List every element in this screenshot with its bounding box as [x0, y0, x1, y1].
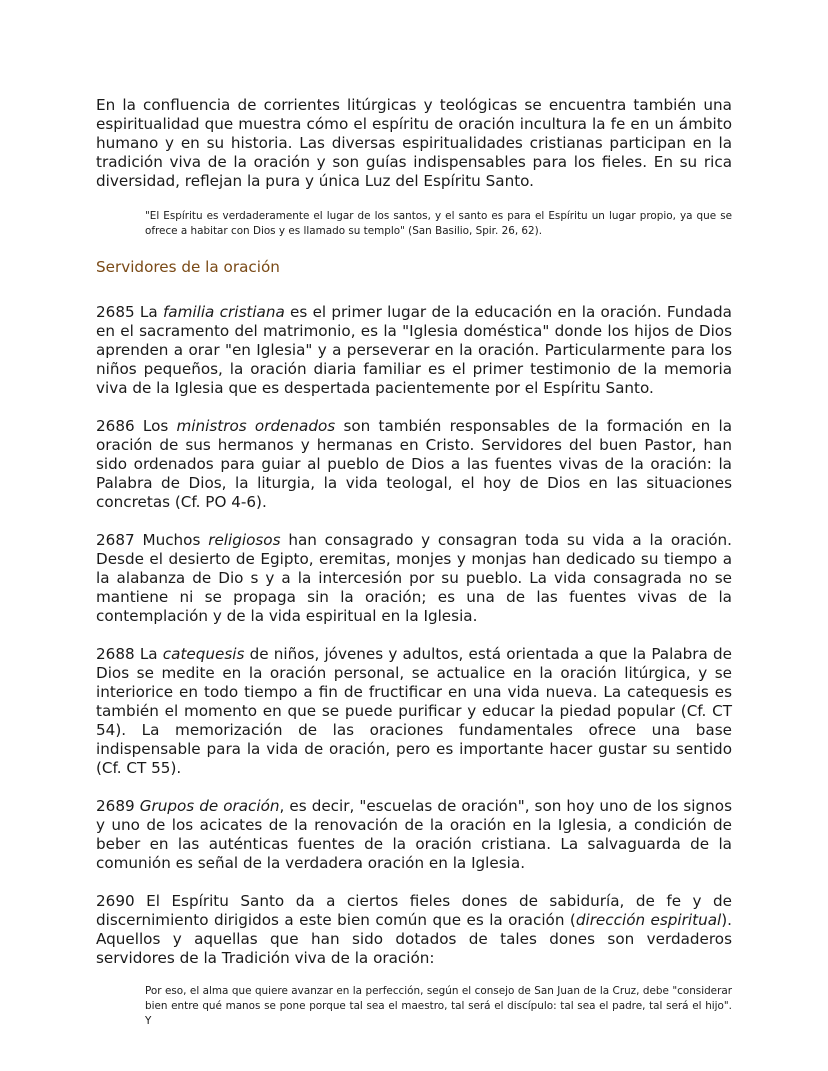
paragraph-emphasis: ministros ordenados	[176, 417, 336, 435]
paragraph-number: 2689	[96, 797, 135, 815]
paragraph-number: 2688	[96, 645, 135, 663]
paragraph-emphasis: familia cristiana	[162, 303, 285, 321]
san-juan-quote: Por eso, el alma que quiere avanzar en la perfección, según el consejo de San Juan de la Cruz, debe "considerar bien entre qué manos se pone porque tal sea el maestro, tal será el discípulo: tal sea el padre, tal será el hijo". Y	[145, 985, 732, 1027]
paragraph-number: 2685	[96, 303, 135, 321]
paragraph-text-pre: La	[134, 645, 163, 663]
paragraph-emphasis: religiosos	[208, 531, 281, 549]
paragraph-text-post: de niños, jóvenes y adultos, está orientada a que la Palabra de Dios se medite en la oración personal, se actualice en la oración litúrgica, y se interiorice en todo tiempo a fin de fructificar en una vida nueva. La catequesis es también el momento en que se puede purificar y educar la piedad popular (Cf. CT 54). La memorización de las oraciones fundamentales ofrece una base indispensable para la vida de oración, pero es importante hacer gustar su sentido (Cf. CT 55).	[96, 645, 732, 777]
paragraph-text-post: ). Aquellos y aquellas que han sido dotados de tales dones son verdaderos servidores de la Tradición viva de la oración:	[96, 911, 732, 967]
paragraph-2688	[96, 645, 732, 778]
basil-quote: "El Espíritu es verdaderamente el lugar de los santos, y el santo es para el Espíritu un lugar propio, ya que se ofrece a habitar con Dios y es llamado su templo" (San Basilio, Spir. 26, 62).	[145, 210, 732, 237]
paragraph-emphasis: catequesis	[162, 645, 245, 663]
paragraph-text-post: han consagrado y consagran toda su vida a la oración. Desde el desierto de Egipto, eremitas, monjes y monjas han dedicado su tiempo a la alabanza de Dio s y a la intercesión por su pueblo. La vida consagrada no se mantiene ni se propaga sin la oración; es una de las fuentes vivas de la contemplación y de la vida espiritual en la Iglesia.	[96, 531, 732, 625]
paragraph-text-pre: La	[134, 303, 163, 321]
paragraph-emphasis: dirección espiritual	[575, 911, 722, 929]
paragraph-text-post: son también responsables de la formación en la oración de sus hermanos y hermanas en Cristo. Servidores del buen Pastor, han sido ordenados para guiar al pueblo de Dios a las fuentes vivas de la oración: la Palabra de Dios, la liturgia, la vida teologal, el hoy de Dios en las situaciones concretas (Cf. PO 4-6).	[96, 417, 732, 511]
paragraph-text-pre: Los	[134, 417, 177, 435]
paragraph-emphasis: Grupos de oración	[139, 797, 280, 815]
paragraph-number: 2687	[96, 531, 135, 549]
intro-paragraph: En la confluencia de corrientes litúrgicas y teológicas se encuentra también una espiritualidad que muestra cómo el espíritu de oración incultura la fe en un ámbito humano y en su historia. Las diversas espiritualidades cristianas participan en la tradición viva de la oración y son guías indispensables para los fieles. En su rica diversidad, reflejan la pura y única Luz del Espíritu Santo.	[96, 96, 732, 190]
paragraph-text-pre: El Espíritu Santo da a ciertos fieles dones de sabiduría, de fe y de discernimiento dirigidos a este bien común que es la oración (	[96, 892, 732, 929]
paragraph-text-pre: Muchos	[134, 531, 209, 549]
paragraph-number: 2690	[96, 892, 135, 910]
paragraph-text-post: es el primer lugar de la educación en la oración. Fundada en el sacramento del matrimonio, es la "Iglesia doméstica" donde los hijos de Dios aprenden a orar "en Iglesia" y a perseverar en la oración. Particularmente para los niños pequeños, la oración diaria familiar es el primer testimonio de la memoria viva de la Iglesia que es despertada pacientemente por el Espíritu Santo.	[96, 303, 732, 397]
paragraph-2690	[96, 892, 732, 968]
section-heading: Servidores de la oración	[96, 258, 280, 276]
paragraph-2686	[96, 417, 732, 512]
paragraph-2689	[96, 797, 732, 873]
paragraph-text-post: , es decir, "escuelas de oración", son hoy uno de los signos y uno de los acicates de la renovación de la oración en la Iglesia, a condición de beber en las auténticas fuentes de la oración cristiana. La salvaguarda de la comunión es señal de la verdadera oración en la Iglesia.	[96, 797, 732, 872]
paragraph-2685	[96, 303, 732, 398]
paragraph-number: 2686	[96, 417, 135, 435]
paragraph-2687	[96, 531, 732, 626]
